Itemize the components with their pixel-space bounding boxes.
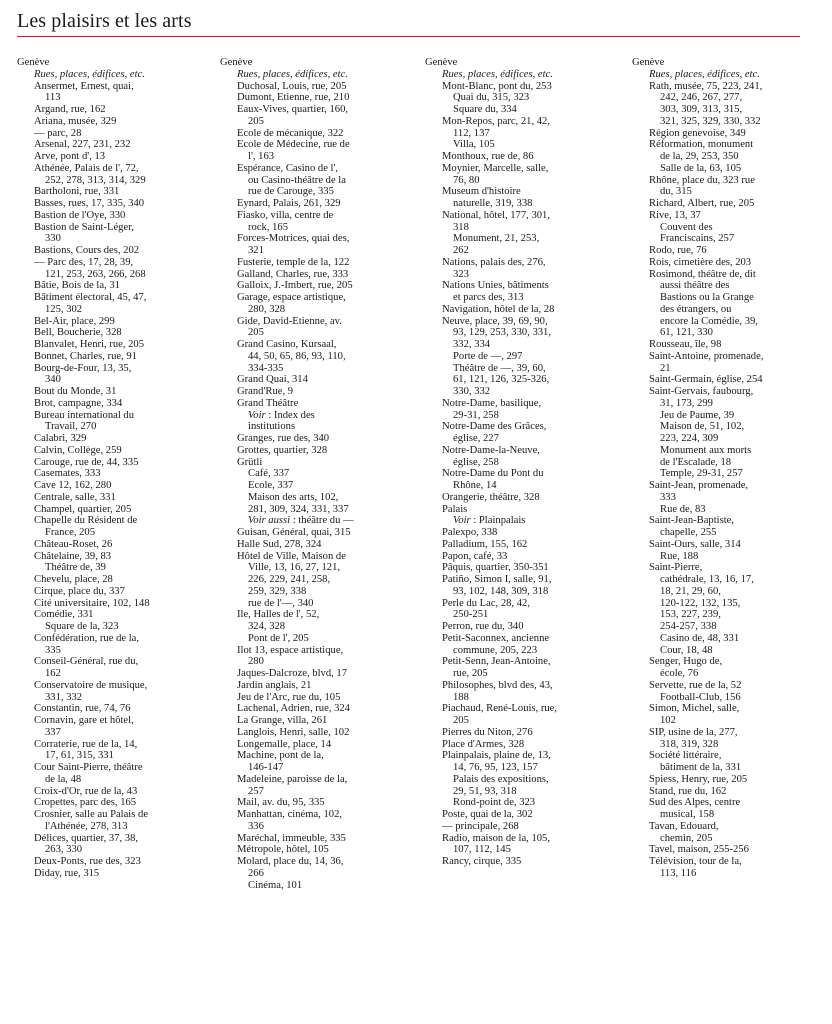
index-entry-line: National, hôtel, 177, 301, <box>442 209 550 221</box>
index-entry-line: Perle du Lac, 28, 42, <box>442 597 530 609</box>
index-entry-line: 153, 227, 239, <box>660 609 721 621</box>
index-entry-line: Hôtel de Ville, Maison de <box>237 550 346 562</box>
index-entry-line: 205 <box>248 115 264 127</box>
index-entry-line: Rois, cimetière des, 203 <box>649 256 752 268</box>
index-entry-line: Travail, 270 <box>45 421 97 433</box>
index-entry-line: Société littéraire, <box>649 750 722 762</box>
index-entry-line: 121, 253, 263, 266, 268 <box>45 268 146 280</box>
index-entry-line: Couvent des <box>660 221 713 233</box>
index-entry-line: Cour, 18, 48 <box>660 644 713 656</box>
index-entry-line: des étrangers, ou <box>660 303 732 315</box>
index-entry-line: naturelle, 319, 338 <box>453 198 533 209</box>
index-entry-line: Radio, maison de la, 105, <box>442 832 550 844</box>
index-entry-line: 252, 278, 313, 314, 329 <box>45 174 146 186</box>
index-entry-line: Délices, quartier, 37, 38, <box>34 832 139 844</box>
index-entry-line: institutions <box>248 421 296 433</box>
index-entry-line: Casino de, 48, 331 <box>660 632 740 644</box>
index-column <box>425 57 625 868</box>
index-entry-line: de la, 48 <box>45 773 82 785</box>
index-entry-line: 107, 112, 145 <box>453 844 511 856</box>
index-entry-line: Stand, rue du, 162 <box>649 785 727 797</box>
index-entry-line: musical, 158 <box>660 809 715 820</box>
index-entry-line: Molard, place du, 14, 36, <box>237 856 344 867</box>
index-entry-line: Pâquis, quartier, 350-351 <box>442 562 549 574</box>
index-entry-line: l', 163 <box>248 151 275 162</box>
index-entry-line: Place d'Armes, 328 <box>442 738 525 750</box>
index-entry-line: 205 <box>453 715 469 726</box>
index-entry-line: cathédrale, 13, 16, 17, <box>660 574 754 585</box>
index-entry-line: Bastions, Cours des, 202 <box>34 245 140 256</box>
index-entry-line: du, 315 <box>660 186 692 198</box>
index-entry-line: Athénée, Palais de l', 72, <box>34 162 139 174</box>
index-entry-line: 303, 309, 313, 315, <box>660 104 743 115</box>
index-entry-line: Saint-Pierre, <box>649 562 703 574</box>
index-entry-line: Guisan, Général, quai, 315 <box>237 527 351 538</box>
index-entry-line: 188 <box>453 691 469 703</box>
index-entry-line: Notre-Dame des Grâces, <box>442 421 547 433</box>
index-entry-line: Grand Théâtre <box>237 397 299 409</box>
index-entry-line: Football-Club, 156 <box>660 691 741 703</box>
index-entry-line: 330 <box>45 233 61 245</box>
index-entry-line: Chapelle du Résident de <box>34 515 138 527</box>
index-entry-line: Franciscains, 257 <box>660 233 735 245</box>
index-entry-line: 254-257, 338 <box>660 621 717 632</box>
index-entry-line: Ecole de mécanique, 322 <box>237 127 344 139</box>
index-entry-line: Garage, espace artistique, <box>237 292 346 303</box>
index-entry-line: Bureau international du <box>34 409 135 421</box>
index-entry-line: Rosimond, théâtre de, dit <box>649 268 756 280</box>
index-entry-line: Casemates, 333 <box>34 468 101 480</box>
index-entry-line: Galland, Charles, rue, 333 <box>237 268 349 280</box>
index-entry-line: 21 <box>660 362 671 374</box>
index-entry-line: 281, 309, 324, 331, 337 <box>248 503 349 515</box>
index-entry-line: Grand'Rue, 9 <box>237 386 294 397</box>
index-entry-line: 331, 332 <box>45 691 83 703</box>
index-entry-line: Espérance, Casino de l', <box>237 162 339 174</box>
index-entry-line: Comédie, 331 <box>34 609 94 621</box>
index-entry-line: Papon, café, 33 <box>442 550 508 562</box>
index-entry-line: Rive, 13, 37 <box>649 209 701 221</box>
index-column <box>632 57 832 880</box>
index-entry-line: Tavel, maison, 255-256 <box>649 844 749 856</box>
index-entry-line: Manhattan, cinéma, 102, <box>237 809 343 820</box>
index-entry-line: Saint-Germain, église, 254 <box>649 374 763 386</box>
index-entry-line: Galloix, J.-Imbert, rue, 205 <box>237 280 353 292</box>
index-entry-line: chapelle, 255 <box>660 527 717 538</box>
index-entry-line: ou Casino-théâtre de la <box>248 174 346 186</box>
index-entry-line: Madeleine, paroisse de la, <box>237 773 348 785</box>
index-entry-line: Langlois, Henri, salle, 102 <box>237 726 350 738</box>
index-entry-line: Patiño, Simon I, salle, 91, <box>442 574 552 585</box>
index-entry-line: Cité universitaire, 102, 148 <box>34 597 150 609</box>
index-entry-line: Ilot 13, espace artistique, <box>237 644 344 656</box>
index-entry-line: Calabri, 329 <box>34 433 87 444</box>
index-entry-line: Moynier, Marcelle, salle, <box>442 162 549 174</box>
index-entry-line: Métropole, hôtel, 105 <box>237 844 329 856</box>
index-entry-line: 332, 334 <box>453 339 491 350</box>
index-entry-line: 262 <box>453 245 469 256</box>
column-subheading: Rues, places, édifices, etc. <box>649 68 760 80</box>
index-entry-line: Rodo, rue, 76 <box>649 245 707 256</box>
index-entry-line: 250-251 <box>453 609 489 621</box>
index-entry-line: Calvin, Collège, 259 <box>34 444 122 456</box>
index-entry-line: 125, 302 <box>45 303 83 315</box>
index-entry-line: Voir : Index des <box>248 409 315 421</box>
index-entry-line: Rousseau, île, 98 <box>649 339 722 350</box>
index-entry-line: Poste, quai de la, 302 <box>442 809 533 820</box>
column-heading: Genève <box>425 57 458 68</box>
index-entry-line: Voir : Plainpalais <box>453 515 526 527</box>
index-entry-line: 323 <box>453 268 469 280</box>
index-entry-line: 321, 325, 329, 330, 332 <box>660 115 761 127</box>
index-entry-line: Granges, rue des, 340 <box>237 433 330 444</box>
index-entry-line: Cornavin, gare et hôtel, <box>34 715 134 726</box>
index-entry-line: 318, 319, 328 <box>660 738 719 750</box>
index-entry-line: Ansermet, Ernest, quai, <box>34 80 134 92</box>
index-entry-line: Télévision, tour de la, <box>649 856 742 867</box>
index-entry-line: 17, 61, 315, 331 <box>45 750 114 762</box>
index-entry-line: Ariana, musée, 329 <box>34 115 117 127</box>
cross-reference-label: Voir <box>453 515 471 527</box>
index-entry-line: 333 <box>660 491 676 503</box>
index-entry-line: Rhône, 14 <box>453 480 497 491</box>
index-entry-line: Rhône, place du, 323 rue <box>649 174 755 186</box>
index-entry-line: Square de la, 323 <box>45 621 119 632</box>
index-entries <box>17 81 217 880</box>
index-entry-line: Eynard, Palais, 261, 329 <box>237 198 341 209</box>
index-entry-line: 335 <box>45 644 61 656</box>
index-entry-line: Orangerie, théâtre, 328 <box>442 491 540 503</box>
index-entry-line: — Parc des, 17, 28, 39, <box>34 256 134 268</box>
index-entry-line: Centrale, salle, 331 <box>34 491 116 503</box>
index-entry-line: Mon-Repos, parc, 21, 42, <box>442 115 550 127</box>
index-entry-line: de l'Escalade, 18 <box>660 456 732 468</box>
index-entry-line: Arsenal, 227, 231, 232 <box>34 139 131 151</box>
index-entries <box>220 81 420 892</box>
index-entry-line: Notre-Dame-la-Neuve, <box>442 444 540 456</box>
index-entry-line: Bartholoni, rue, 331 <box>34 186 120 198</box>
index-entry-line: Deux-Ponts, rue des, 323 <box>34 856 141 867</box>
index-entry-line: Bâtie, Bois de la, 31 <box>34 280 120 292</box>
index-entry-line: Sud des Alpes, centre <box>649 797 741 809</box>
index-entry-line: Voir aussi : théâtre du — <box>248 515 354 527</box>
index-entry-line: Quai du, 315, 323 <box>453 92 530 104</box>
index-entry-line: Villa, 105 <box>453 139 495 151</box>
index-entry-line: Saint-Jean, promenade, <box>649 480 749 491</box>
index-entry-line: Spiess, Henry, rue, 205 <box>649 773 748 785</box>
index-entry-line: Square du, 334 <box>453 104 517 115</box>
cross-reference-label: Voir <box>248 409 266 421</box>
index-entry-line: Champel, quartier, 205 <box>34 503 132 515</box>
column-subheading: Rues, places, édifices, etc. <box>237 68 348 80</box>
index-entry-line: Conseil-Général, rue du, <box>34 656 139 668</box>
index-entry-line: 29, 51, 93, 318 <box>453 785 517 797</box>
index-entry-line: 162 <box>45 668 61 679</box>
index-entry-line: Salle de la, 63, 105 <box>660 162 742 174</box>
index-entry-line: Senger, Hugo de, <box>649 656 723 668</box>
index-entry-line: Théâtre de —, 39, 60, <box>453 362 546 374</box>
index-entry-line: — principale, 268 <box>442 820 519 832</box>
index-entry-line: Porte de —, 297 <box>453 350 523 362</box>
index-entry-line: 259, 329, 338 <box>248 585 307 597</box>
index-entry-line: 113 <box>45 92 61 104</box>
index-entry-line: Bel-Air, place, 299 <box>34 315 115 327</box>
index-entry-line: Argand, rue, 162 <box>34 104 106 115</box>
index-entry-line: aussi théâtre des <box>660 280 730 292</box>
index-entry-line: Région genevoise, 349 <box>649 127 746 139</box>
index-entry-line: 337 <box>45 726 61 738</box>
index-column <box>220 57 420 891</box>
index-entry-line: Châtelaine, 39, 83 <box>34 550 112 562</box>
index-entry-line: Rue, 188 <box>660 550 699 562</box>
index-entry-line: Halle Sud, 278, 324 <box>237 538 322 550</box>
index-entry-line: 263, 330 <box>45 844 83 856</box>
index-entry-line: Palladium, 155, 162 <box>442 538 528 550</box>
index-entry-line: Crosnier, salle au Palais de <box>34 809 149 820</box>
index-entry-line: 120-122, 132, 135, <box>660 597 741 609</box>
column-subheading: Rues, places, édifices, etc. <box>34 68 145 80</box>
index-entry-line: Fiasko, villa, centre de <box>237 209 334 221</box>
index-entries <box>632 81 832 880</box>
index-entry-line: Saint-Antoine, promenade, <box>649 350 764 362</box>
index-entry-line: Richard, Albert, rue, 205 <box>649 198 755 209</box>
column-heading: Genève <box>220 57 253 68</box>
index-entry-line: France, 205 <box>45 527 96 538</box>
index-entry-line: Palais <box>442 503 468 515</box>
index-entry-line: Corraterie, rue de la, 14, <box>34 738 138 750</box>
index-entry-line: 330, 332 <box>453 386 491 397</box>
index-entry-line: Bastions ou la Grange <box>660 292 754 303</box>
index-entry-line: bâtiment de la, 331 <box>660 762 742 773</box>
index-entry-line: 318 <box>453 221 469 233</box>
index-entry-line: Saint-Gervais, faubourg, <box>649 386 754 397</box>
index-entry-line: Maréchal, immeuble, 335 <box>237 832 346 844</box>
index-entry-line: Cropettes, parc des, 165 <box>34 797 137 809</box>
index-entry-line: 223, 224, 309 <box>660 433 719 444</box>
index-entry-line: 112, 137 <box>453 127 490 139</box>
index-entry-line: Bout du Monde, 31 <box>34 386 117 397</box>
index-entry-line: Théâtre de, 39 <box>45 562 106 574</box>
index-entry-line: Cour Saint-Pierre, théâtre <box>34 762 143 773</box>
index-entry-line: Bourg-de-Four, 13, 35, <box>34 362 132 374</box>
index-entry-line: Chevelu, place, 28 <box>34 574 113 585</box>
index-entry-line: Temple, 29-31, 257 <box>660 468 743 480</box>
index-entry-line: 113, 116 <box>660 867 697 879</box>
index-column <box>17 57 217 880</box>
page-title: Les plaisirs et les arts <box>17 10 192 32</box>
index-entry-line: Machine, pont de la, <box>237 750 324 762</box>
index-entry-line: 61, 121, 126, 325-326, <box>453 374 550 386</box>
index-entry-line: Saint-Jean-Baptiste, <box>649 515 735 527</box>
index-entry-line: 14, 76, 95, 123, 157 <box>453 762 538 773</box>
index-entry-line: Jeu de l'Arc, rue du, 105 <box>237 691 341 703</box>
index-entry-line: Conservatoire de musique, <box>34 679 148 691</box>
index-entry-line: Bonnet, Charles, rue, 91 <box>34 350 137 362</box>
index-entries <box>425 81 625 868</box>
index-entry-line: 336 <box>248 820 264 832</box>
index-entry-line: de la, 29, 253, 350 <box>660 151 739 162</box>
index-columns <box>17 57 817 1017</box>
index-entry-line: 280 <box>248 656 264 668</box>
index-entry-line: Forces-Motrices, quai des, <box>237 233 350 245</box>
index-entry-line: Nations, palais des, 276, <box>442 256 546 268</box>
index-entry-line: Philosophes, blvd des, 43, <box>442 679 553 691</box>
index-entry-line: et parcs des, 313 <box>453 292 524 303</box>
index-entry-line: Croix-d'Or, rue de la, 43 <box>34 785 138 797</box>
index-entry-line: Bastion de Saint-Léger, <box>34 221 134 233</box>
index-entry-line: Petit-Saconnex, ancienne <box>442 632 550 644</box>
index-entry-line: Réformation, monument <box>649 139 754 151</box>
index-entry-line: La Grange, villa, 261 <box>237 715 328 726</box>
index-entry-line: l'Athénée, 278, 313 <box>45 820 128 832</box>
index-entry-line: Grottes, quartier, 328 <box>237 444 328 456</box>
index-entry-line: Eaux-Vives, quartier, 160, <box>237 104 349 115</box>
index-entry-line: Monthoux, rue de, 86 <box>442 151 534 162</box>
index-entry-line: 44, 50, 65, 86, 93, 110, <box>248 350 346 362</box>
index-entry-line: Maison de, 51, 102, <box>660 421 745 433</box>
index-entry-line: Navigation, hôtel de la, 28 <box>442 303 555 315</box>
column-subheading: Rues, places, édifices, etc. <box>442 68 553 80</box>
index-entry-line: Plainpalais, plaine de, 13, <box>442 750 551 762</box>
index-entry-line: Monument, 21, 253, <box>453 233 540 245</box>
index-entry-line: 340 <box>45 374 61 386</box>
index-entry-line: Saint-Ours, salle, 314 <box>649 538 741 550</box>
index-entry-line: Maison des arts, 102, <box>248 491 339 503</box>
index-entry-line: Café, 337 <box>248 468 290 480</box>
index-entry-line: Bastion de l'Oye, 330 <box>34 209 126 221</box>
index-entry-line: Jeu de Paume, 39 <box>660 409 735 421</box>
index-entry-line: Bell, Boucherie, 328 <box>34 327 122 339</box>
index-entry-line: encore la Comédie, 39, <box>660 315 758 327</box>
index-entry-line: 61, 121, 330 <box>660 327 713 339</box>
index-entry-line: 242, 246, 267, 277, <box>660 92 743 104</box>
index-entry-line: Servette, rue de la, 52 <box>649 679 742 691</box>
index-entry-line: 93, 102, 148, 309, 318 <box>453 585 549 597</box>
index-entry-line: Piachaud, René-Louis, rue, <box>442 703 558 715</box>
cross-reference-label: Voir aussi <box>248 515 291 527</box>
index-entry-line: Fusterie, temple de la, 122 <box>237 256 350 268</box>
index-entry-line: Dumont, Etienne, rue, 210 <box>237 92 350 104</box>
index-entry-line: 76, 80 <box>453 174 480 186</box>
index-entry-line: Mail, av. du, 95, 335 <box>237 797 325 809</box>
index-entry-line: Notre-Dame, basilique, <box>442 397 542 409</box>
index-entry-line: Diday, rue, 315 <box>34 867 100 879</box>
index-entry-line: 146-147 <box>248 762 284 773</box>
index-entry-line: Museum d'histoire <box>442 186 521 198</box>
index-entry-line: Grand Quai, 314 <box>237 374 308 386</box>
index-entry-line: Blanvalet, Henri, rue, 205 <box>34 339 145 350</box>
index-entry-line: Grand Casino, Kursaal, <box>237 339 337 350</box>
page-header <box>17 8 800 37</box>
index-entry-line: Palexpo, 338 <box>442 527 498 538</box>
index-entry-line: Pierres du Niton, 276 <box>442 726 533 738</box>
index-entry-line: rue de l'—, 340 <box>248 597 314 609</box>
index-entry-line: 31, 173, 299 <box>660 397 713 409</box>
index-entry-line: Petit-Senn, Jean-Antoine, <box>442 656 551 668</box>
index-entry-line: Basses, rues, 17, 335, 340 <box>34 198 145 209</box>
index-entry-line: 102 <box>660 715 676 726</box>
index-entry-line: Confédération, rue de la, <box>34 632 140 644</box>
index-entry-line: Cinéma, 101 <box>248 879 303 891</box>
index-entry-line: Palais des expositions, <box>453 773 549 785</box>
index-entry-line: Bâtiment électoral, 45, 47, <box>34 292 147 303</box>
index-entry-line: Brot, campagne, 334 <box>34 397 123 409</box>
index-entry-line: église, 227 <box>453 433 499 444</box>
column-heading: Genève <box>17 57 50 68</box>
index-entry-line: Ile, Halles de l', 52, <box>237 609 320 621</box>
column-heading: Genève <box>632 57 665 68</box>
index-entry-line: SIP, usine de la, 277, <box>649 726 738 738</box>
index-entry-line: Pont de l', 205 <box>248 632 309 644</box>
index-entry-line: 324, 328 <box>248 621 286 632</box>
index-entry-line: 321 <box>248 245 264 256</box>
index-entry-line: école, 76 <box>660 668 699 679</box>
index-entry-line: Carouge, rue de, 44, 335 <box>34 456 139 468</box>
index-entry-line: Château-Roset, 26 <box>34 538 113 550</box>
index-entry-line: rock, 165 <box>248 221 289 233</box>
index-entry-line: Neuve, place, 39, 69, 90, <box>442 315 548 327</box>
index-entry-line: Lachenal, Adrien, rue, 324 <box>237 703 350 715</box>
index-entry-line: Notre-Dame du Pont du <box>442 468 544 480</box>
index-entry-line: 18, 21, 29, 60, <box>660 585 721 597</box>
index-entry-line: Gide, David-Etienne, av. <box>237 315 342 327</box>
index-entry-line: Ecole de Médecine, rue de <box>237 139 350 151</box>
index-entry-line: Ville, 13, 16, 27, 121, <box>248 562 341 574</box>
index-entry-line: 266 <box>248 867 264 879</box>
index-entry-line: Rond-point de, 323 <box>453 797 536 809</box>
index-entry-line: 226, 229, 241, 258, <box>248 574 331 585</box>
index-entry-line: Rath, musée, 75, 223, 241, <box>649 80 763 92</box>
index-entry-line: 93, 129, 253, 330, 331, <box>453 327 551 339</box>
index-entry-line: 280, 328 <box>248 303 286 315</box>
index-entry-line: chemin, 205 <box>660 832 713 844</box>
index-entry-line: Mont-Blanc, pont du, 253 <box>442 80 552 92</box>
index-entry-line: Rancy, cirque, 335 <box>442 856 522 867</box>
index-entry-line: Jardin anglais, 21 <box>237 679 312 691</box>
index-entry-line: commune, 205, 223 <box>453 644 538 656</box>
index-entry-line: Nations Unies, bâtiments <box>442 280 549 292</box>
index-entry-line: Arve, pont d', 13 <box>34 151 106 162</box>
index-entry-line: 29-31, 258 <box>453 409 499 421</box>
index-entry-line: Longemalle, place, 14 <box>237 738 332 750</box>
index-entry-line: — parc, 28 <box>34 127 82 139</box>
index-entry-line: 205 <box>248 327 264 339</box>
index-entry-line: Cirque, place du, 337 <box>34 585 125 597</box>
index-entry-line: Cave 12, 162, 280 <box>34 480 112 491</box>
index-entry-line: Tavan, Edouard, <box>649 820 719 832</box>
index-entry-line: Grütli <box>237 456 263 468</box>
index-entry-line: Jaques-Dalcroze, blvd, 17 <box>237 668 348 679</box>
index-entry-line: Rue de, 83 <box>660 503 706 515</box>
index-entry-line: rue, 205 <box>453 668 488 679</box>
index-entry-line: Ecole, 337 <box>248 480 294 491</box>
index-entry-line: rue de Carouge, 335 <box>248 186 334 198</box>
index-entry-line: Monument aux morts <box>660 444 752 456</box>
index-entry-line: Constantin, rue, 74, 76 <box>34 703 131 715</box>
index-entry-line: Perron, rue du, 340 <box>442 621 524 632</box>
index-entry-line: 334-335 <box>248 362 284 374</box>
index-entry-line: église, 258 <box>453 456 499 468</box>
index-entry-line: 257 <box>248 785 264 797</box>
index-entry-line: Simon, Michel, salle, <box>649 703 740 715</box>
index-entry-line: Duchosal, Louis, rue, 205 <box>237 80 347 92</box>
